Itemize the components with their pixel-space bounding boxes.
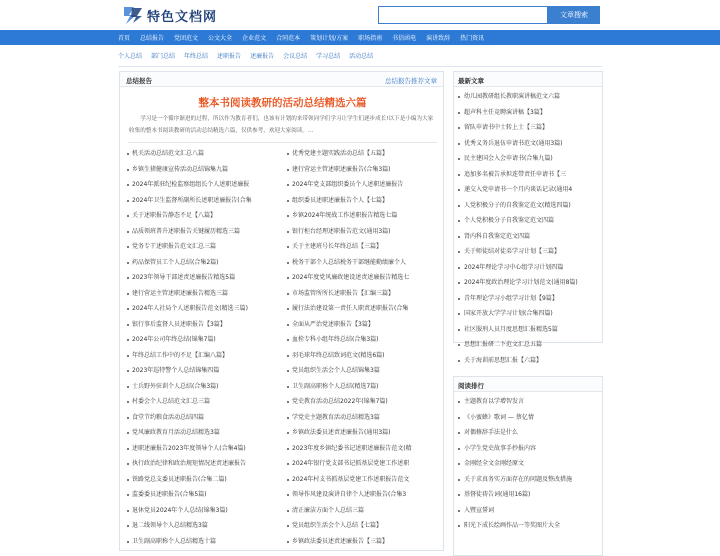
nav-item[interactable]: 总结报告 bbox=[140, 35, 165, 42]
list-item[interactable]: 羽毛球年终总结致词范文(精选6篇) bbox=[286, 348, 436, 364]
list-item[interactable]: 小学生党史故事手抄报内容 bbox=[454, 441, 602, 457]
ranking-panel bbox=[453, 376, 603, 556]
list-item[interactable]: 乡镇政法委员述责述廉报告【三篇】 bbox=[286, 534, 436, 550]
list-item[interactable]: 乡镇2024年统战工作述职报告精选七篇 bbox=[286, 208, 436, 224]
search-input[interactable] bbox=[378, 6, 548, 24]
list-item[interactable]: 血栓专科小组年终总结(合集3篇) bbox=[286, 332, 436, 348]
nav-item[interactable]: 企业范文 bbox=[242, 35, 267, 42]
list-item[interactable]: 超声科主任竞聘演讲稿【3篇】 bbox=[454, 105, 602, 121]
list-item[interactable]: 建行营运主管述职述廉报告精选三篇 bbox=[126, 286, 276, 302]
list-item[interactable]: 领导作风建设演讲自律个人述职报告(合集3 bbox=[286, 487, 436, 503]
list-item[interactable]: 2023年度乡镇纪委书记述职述廉报告范文(精 bbox=[286, 441, 436, 457]
list-item[interactable]: 思想汇报研二下范文汇总五篇 bbox=[454, 337, 602, 353]
subnav-item[interactable]: 会议总结 bbox=[283, 53, 308, 60]
list-item[interactable]: 卫生副高职称个人总结(精选7篇) bbox=[286, 379, 436, 395]
list-item[interactable]: 2024年度政治理论学习计划范文(通用8篇) bbox=[454, 275, 602, 291]
list-item[interactable]: 2024年理论学习中心组学习计划四篇 bbox=[454, 260, 602, 276]
site-name: 特色文档网 bbox=[147, 9, 218, 25]
list-item[interactable]: 履行法治建设第一责任人职责述职报告(合集 bbox=[286, 301, 436, 317]
list-item[interactable]: 民主建国会入会申请书(合集九篇) bbox=[454, 151, 602, 167]
article-intro: 学习是一个循序渐进的过程，所以作为教育者们，也该有计划的来带领同学们学习让学生们逐步成长!以下是小编为大家收集的整本书阅读教研的活动总结精选六篇，仅供参考，欢迎大家阅读。... bbox=[129, 116, 434, 134]
nav-item[interactable]: 合同范本 bbox=[276, 35, 301, 42]
list-item[interactable]: 2024年卫生监督所副所长述职述廉报告(合集 bbox=[126, 193, 276, 209]
separator bbox=[128, 142, 437, 143]
list-item[interactable]: 铁路党总支委员述职报告(合集二篇) bbox=[126, 472, 276, 488]
list-item[interactable]: 执行政治纪律和政治规矩情况述责述廉报告 bbox=[126, 456, 276, 472]
list-item[interactable]: 市场监管所所长述职报告【汇编三篇】 bbox=[286, 286, 436, 302]
subnav-item[interactable]: 部门总结 bbox=[151, 53, 176, 60]
article-list-left bbox=[126, 146, 276, 549]
list-item[interactable]: 国家开放大学学习计划(合集四篇) bbox=[454, 306, 602, 322]
list-item[interactable]: 关于海训前思想汇报【六篇】 bbox=[454, 353, 602, 369]
list-item[interactable]: 银行柜台经理述职报告范文(通用3篇) bbox=[286, 224, 436, 240]
subnav-item[interactable]: 年终总结 bbox=[184, 53, 209, 60]
nav-item[interactable]: 策划计划/方案 bbox=[310, 35, 349, 42]
latest-panel bbox=[453, 71, 603, 364]
list-item[interactable]: 2024年党支部组织委员个人述职述廉报告 bbox=[286, 177, 436, 193]
list-item[interactable]: 党史教育活动总结2022年(锦集7篇) bbox=[286, 394, 436, 410]
list-item[interactable]: 个人党积极分子自我鉴定范文四篇 bbox=[454, 213, 602, 229]
list-item[interactable]: 药品保管员工个人总结(合集2篇) bbox=[126, 255, 276, 271]
ranking-panel-header bbox=[454, 377, 602, 392]
list-item[interactable]: 关于主建班号长年终总结【三篇】 bbox=[286, 239, 436, 255]
ranking-list bbox=[454, 392, 602, 534]
list-item[interactable]: 优秀义务兵退伍申请书范文(通用3篇) bbox=[454, 136, 602, 152]
subnav-item[interactable]: 个人总结 bbox=[118, 53, 143, 60]
header bbox=[0, 0, 720, 30]
list-item[interactable]: 村委会个人总结范文汇总三篇 bbox=[126, 394, 276, 410]
list-item[interactable]: 金刚经全文金刚经原文 bbox=[454, 456, 602, 472]
list-item[interactable]: 卫生副高职称个人总结精选十篇 bbox=[126, 534, 276, 550]
sub-nav bbox=[118, 48, 602, 63]
main-nav bbox=[0, 30, 720, 45]
list-item[interactable]: 递交入党申请书一个月内谈话记录(通用4 bbox=[454, 182, 602, 198]
panel-title: 最新文章 bbox=[458, 77, 484, 85]
article-list-right bbox=[286, 146, 436, 549]
list-item[interactable]: 组织委员述职述廉报告个人【七篇】 bbox=[286, 193, 436, 209]
subnav-item[interactable]: 学习总结 bbox=[316, 53, 341, 60]
list-item[interactable]: 乡镇政法委员述责述廉报告(通用3篇) bbox=[286, 425, 436, 441]
list-item[interactable]: 追加多名被告承担连带责任申请书【三 bbox=[454, 167, 602, 183]
list-item[interactable]: 关于述职报告静态不足【八篇】 bbox=[126, 208, 276, 224]
list-item[interactable]: 机关活动总结范文汇总八篇 bbox=[126, 146, 276, 162]
latest-list bbox=[454, 87, 602, 368]
list-item[interactable]: 2024年银行党支部书记抓基层党建工作述职 bbox=[286, 456, 436, 472]
list-item[interactable]: 社区服刑人员月度思想汇报精选5篇 bbox=[454, 322, 602, 338]
list-item[interactable]: 银行事后监督人员述职报告【3篇】 bbox=[126, 317, 276, 333]
list-item[interactable]: 退二线领导个人总结精选3篇 bbox=[126, 518, 276, 534]
list-item[interactable]: 党风廉政教育月活动总结精选3篇 bbox=[126, 425, 276, 441]
subnav-item[interactable]: 述廉报告 bbox=[250, 53, 275, 60]
list-item[interactable]: 品质领班普升述职报告关键履历精选三篇 bbox=[126, 224, 276, 240]
logo-icon bbox=[122, 5, 144, 25]
list-item[interactable]: 党员组织生活会个人总结锦集3篇 bbox=[286, 363, 436, 379]
list-item[interactable]: 2024年人社局个人述职报告范文(精选三篇) bbox=[126, 301, 276, 317]
nav-item[interactable]: 职场指南 bbox=[358, 35, 383, 42]
list-item[interactable]: 2024年村支书抓基层党建工作述职报告范文 bbox=[286, 472, 436, 488]
list-item[interactable]: 肾内科自我鉴定范文四篇 bbox=[454, 229, 602, 245]
article-title[interactable]: 整本书阅读教研的活动总结精选六篇 bbox=[198, 97, 367, 109]
nav-item[interactable]: 首页 bbox=[118, 35, 131, 42]
list-item[interactable]: 2024年派驻纪检监察组组长个人述职述廉报 bbox=[126, 177, 276, 193]
search-bar bbox=[378, 6, 600, 24]
nav-item[interactable]: 党团范文 bbox=[174, 35, 199, 42]
panel-title[interactable]: 总结报告 bbox=[126, 77, 152, 85]
list-item[interactable]: 述职述廉报告2023年度领导个人(合集4篇) bbox=[126, 441, 276, 457]
list-item[interactable]: 退休党员2024年个人总结(锦集3篇) bbox=[126, 503, 276, 519]
search-button[interactable]: 文章搜索 bbox=[548, 6, 600, 24]
list-item[interactable]: 党务专干述职报告范文汇总三篇 bbox=[126, 239, 276, 255]
nav-item[interactable]: 热门资讯 bbox=[460, 35, 485, 42]
divider bbox=[118, 66, 602, 67]
list-item[interactable]: 食堂节约粮食活动总结四篇 bbox=[126, 410, 276, 426]
list-item[interactable]: 留队申请书中士转上士【三篇】 bbox=[454, 120, 602, 136]
list-item[interactable]: 2024年度党风廉政建设述责述廉报告精选七 bbox=[286, 270, 436, 286]
list-item[interactable]: 2023年巡特警个人总结锦集四篇 bbox=[126, 363, 276, 379]
list-item[interactable]: 2023年领导干部述责述廉报告精选5篇 bbox=[126, 270, 276, 286]
panel-more-link[interactable]: 总结报告推荐文章 bbox=[385, 77, 437, 85]
subnav-item[interactable]: 活动总结 bbox=[349, 53, 374, 60]
list-item[interactable]: 优秀党建主题实践活动总结【五篇】 bbox=[286, 146, 436, 162]
list-item[interactable]: 学党史主题教育活动总结精选3篇 bbox=[286, 410, 436, 426]
list-item[interactable]: 幼儿园教研组长教职演讲稿范文六篇 bbox=[454, 89, 602, 105]
subnav-item[interactable]: 述职报告 bbox=[217, 53, 242, 60]
list-item[interactable]: 乡镇生猪健康宣传活动总结锦集九篇 bbox=[126, 162, 276, 178]
latest-panel-header bbox=[454, 72, 602, 87]
list-item[interactable]: 阳光下成长绘画作品一等奖图片大全 bbox=[454, 518, 602, 534]
nav-item[interactable]: 公文大全 bbox=[208, 35, 233, 42]
list-item[interactable]: 《小蜜蜂》歌词 — 蔡亿情 bbox=[454, 410, 602, 426]
list-item[interactable]: 党员组织生活会个人总结【七篇】 bbox=[286, 518, 436, 534]
list-item[interactable]: 年终总结工作中的不足【汇编八篇】 bbox=[126, 348, 276, 364]
list-item[interactable]: 关于求真务实方面存在的问题及整改措施 bbox=[454, 472, 602, 488]
list-item[interactable]: 主题教育以学增智发言 bbox=[454, 394, 602, 410]
list-item[interactable]: 对偶修辞手法是什么 bbox=[454, 425, 602, 441]
list-item[interactable]: 建行营运主管述职述廉报告(合集3篇) bbox=[286, 162, 436, 178]
list-item[interactable]: 税务干部个人总结税务干部继能勤绩廉个人 bbox=[286, 255, 436, 271]
list-item[interactable]: 监委委员述职报告(合集5篇) bbox=[126, 487, 276, 503]
list-item[interactable]: 士兵野外驻训个人总结(合集3篇) bbox=[126, 379, 276, 395]
main-panel bbox=[119, 71, 444, 551]
list-item[interactable]: 青年理论学习小组学习计划【9篇】 bbox=[454, 291, 602, 307]
list-item[interactable]: 入暨宣誓词 bbox=[454, 503, 602, 519]
nav-item[interactable]: 演讲致辞 bbox=[426, 35, 451, 42]
nav-item[interactable]: 书信函电 bbox=[392, 35, 417, 42]
list-item[interactable]: 2024年公司年终总结(锦集7篇) bbox=[126, 332, 276, 348]
list-item[interactable]: 全面从严治党述职报告【3篇】 bbox=[286, 317, 436, 333]
list-item[interactable]: 基督徒祷告词(通用16篇) bbox=[454, 487, 602, 503]
list-item[interactable]: 清正廉洁方面个人总结三篇 bbox=[286, 503, 436, 519]
site-logo[interactable] bbox=[122, 5, 217, 25]
list-item[interactable]: 关于师徒结对徒弟学习计划【三篇】 bbox=[454, 244, 602, 260]
main-panel-header bbox=[120, 72, 443, 87]
list-item[interactable]: 人党积极分子的自我鉴定范文(精选四篇) bbox=[454, 198, 602, 214]
panel-title: 阅读排行 bbox=[458, 382, 484, 390]
